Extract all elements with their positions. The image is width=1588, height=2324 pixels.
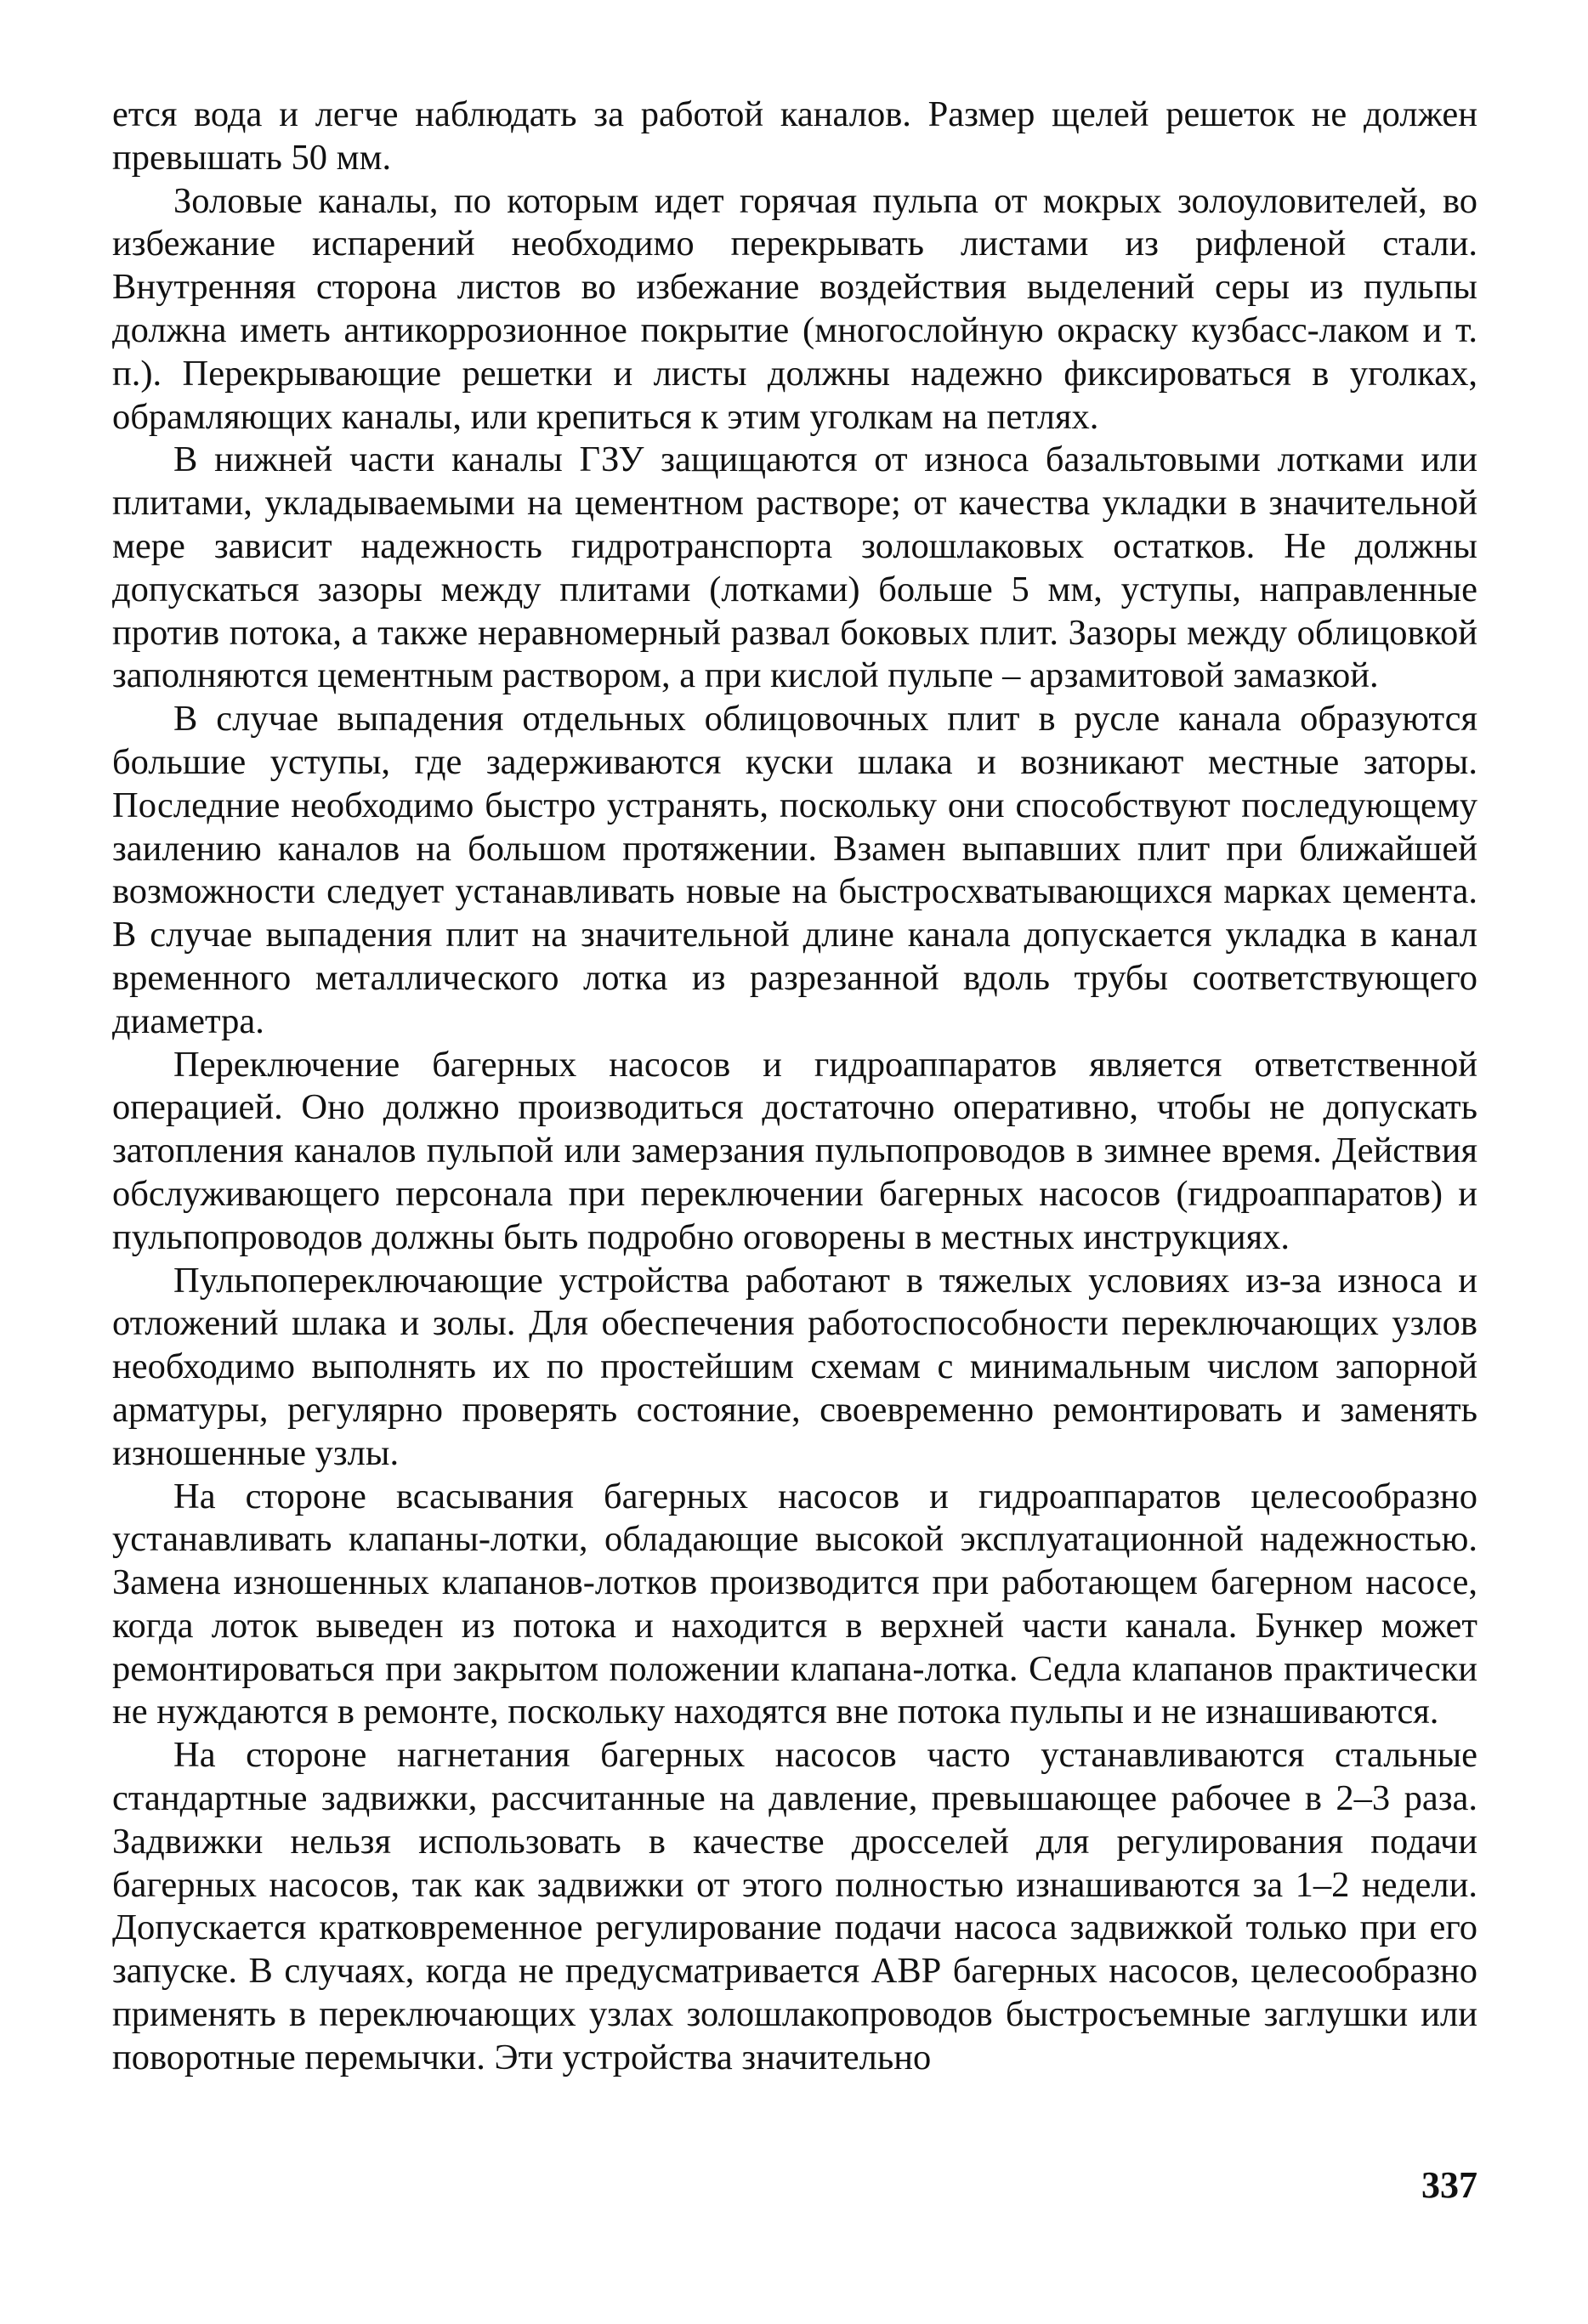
page-number: 337 [1421, 2164, 1477, 2206]
paragraph-2: Золовые каналы, по которым идет горячая пульпа от мокрых золоуловителей, во избежание испарений необходимо перекрывать листами из рифленой стали. Внутренняя сторона листов во избежание воздействия выделений серы из пульпы должна иметь антикоррозионное покрытие (многослойную окраску кузбасс-лаком и т. п.). Перекрывающие решетки и листы должны надежно фиксироваться в уголках, обрамляющих каналы, или крепиться к этим уголкам на петлях. [112, 180, 1477, 437]
paragraph-1: ется вода и легче наблюдать за работой каналов. Размер щелей решеток не должен превышать 50 мм. [112, 94, 1477, 178]
paragraph-4: В случае выпадения отдельных облицовочных плит в русле канала образуются большие уступы, где задерживаются куски шлака и возникают местные заторы. Последние необходимо быстро устранять, поскольку они способствуют последующему заилению каналов на большом протяжении. Взамен выпавших плит при ближайшей возможности следует устанавливать новые на быстросхватывающихся марках цемента. В случае выпадения плит на значительной длине канала допускается укладка в канал временного металлического лотка из разрезанной вдоль трубы соответствующего диаметра. [112, 699, 1477, 1041]
paragraph-6: Пульпопереключающие устройства работают в тяжелых условиях из-за износа и отложений шлака и золы. Для обеспечения работоспособности переключающих узлов необходимо выполнять их по простейшим схемам с минимальным числом запорной арматуры, регулярно проверять состояние, своевременно ремонтировать и заменять изношенные узлы. [112, 1260, 1477, 1473]
paragraph-8: На стороне нагнетания багерных насосов часто устанавливаются стальные стандартные задвижки, рассчитанные на давление, превышающее рабочее в 2–3 раза. Задвижки нельзя использовать в качестве дросселей для регулирования подачи багерных насосов, так как задвижки от этого полностью изнашиваются за 1–2 недели. Допускается кратковременное регулирование подачи насоса задвижкой только при его запуске. В случаях, когда не предусматривается АВР багерных насосов, целесообразно применять в переключающих узлах золошлакопроводов быстросъемные заглушки или поворотные перемычки. Эти устройства значительно [112, 1735, 1477, 2077]
paragraph-5: Переключение багерных насосов и гидроаппаратов является ответственной операцией. Оно должно производиться достаточно оперативно, чтобы не допускать затопления каналов пульпой или замерзания пульпопроводов в зимнее время. Действия обслуживающего персонала при переключении багерных насосов (гидроаппаратов) и пульпопроводов должны быть подробно оговорены в местных инструкциях. [112, 1044, 1477, 1257]
book-page [112, 94, 1477, 2270]
body-text [112, 94, 1477, 2080]
paragraph-3: В нижней части каналы ГЗУ защищаются от износа базальтовыми лотками или плитами, укладываемыми на цементном растворе; от качества укладки в значительной мере зависит надежность гидротранспорта золошлаковых остатков. Не должны допускаться зазоры между плитами (лотками) больше 5 мм, уступы, направленные против потока, а также неравномерный развал боковых плит. Зазоры между облицовкой заполняются цементным раствором, а при кислой пульпе – арзамитовой замазкой. [112, 439, 1477, 696]
paragraph-7: На стороне всасывания багерных насосов и гидроаппаратов целесообразно устанавливать клапаны-лотки, обладающие высокой эксплуатационной надежностью. Замена изношенных клапанов-лотков производится при работающем багерном насосе, когда лоток выведен из потока и находится в верхней части канала. Бункер может ремонтироваться при закрытом положении клапана-лотка. Седла клапанов практически не нуждаются в ремонте, поскольку находятся вне потока пульпы и не изнашиваются. [112, 1476, 1477, 1732]
